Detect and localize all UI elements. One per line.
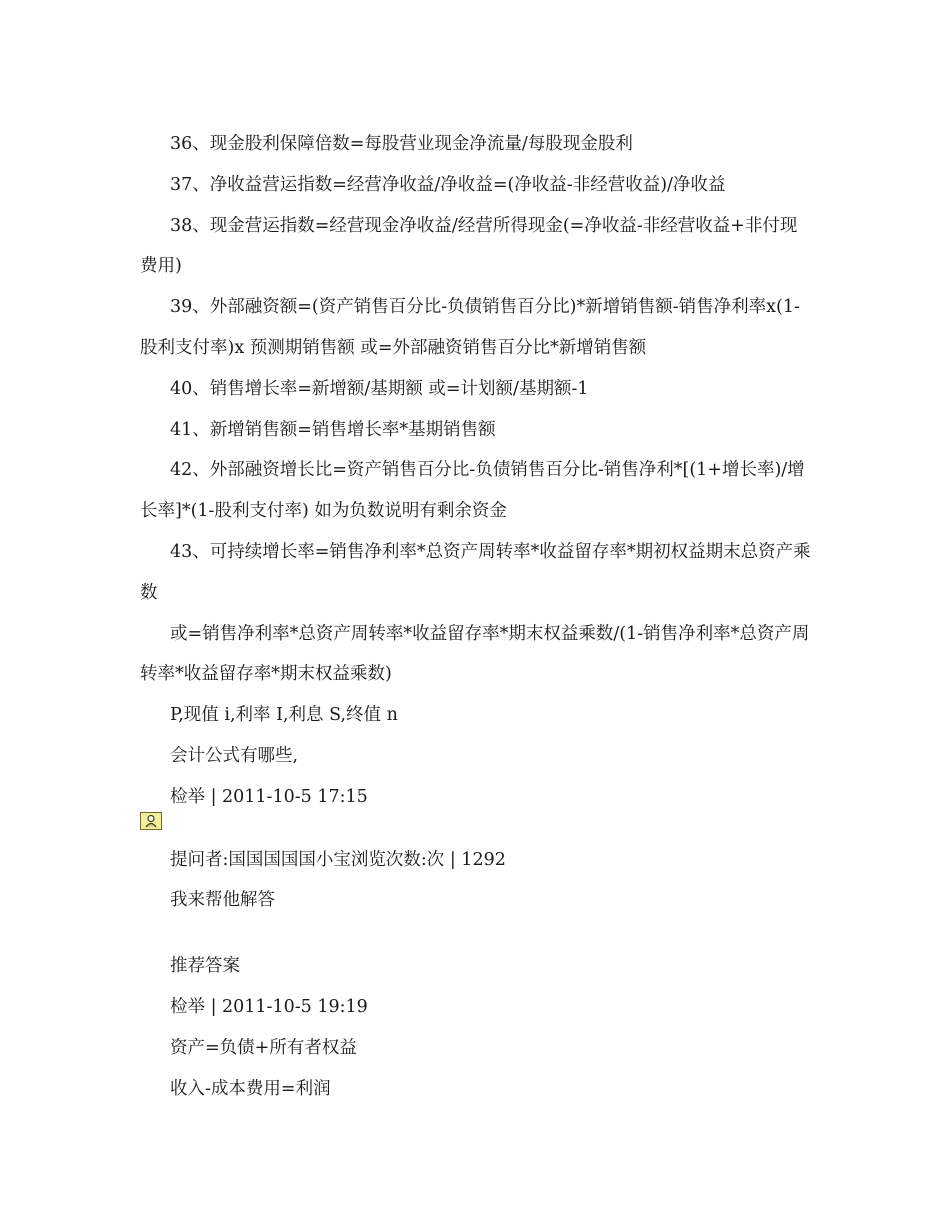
document-page [140, 124, 812, 1109]
answer-meta[interactable]: 检举 | 2011-10-5 19:19 [170, 996, 368, 1017]
formula-43: 43、可持续增长率=销售净利率*总资产周转率*收益留存率*期初权益期末总资产乘数 [140, 541, 811, 603]
formula-40: 40、销售增长率=新增额/基期额 或=计划额/基期额-1 [170, 378, 589, 399]
asker-icon-row [140, 812, 812, 836]
variable-legend: P,现值 i,利率 I,利息 S,终值 n [170, 705, 398, 726]
formula-36: 36、现金股利保障倍数=每股营业现金净流量/每股现金股利 [170, 134, 633, 154]
formula-42: 42、外部融资增长比=资产销售百分比-负债销售百分比-销售净利*[(1+增长率)/增长率]*(1-股利支付率) 如为负数说明有剩余资金 [140, 460, 805, 522]
formula-41: 41、新增销售额=销售增长率*基期销售额 [170, 419, 496, 440]
user-avatar-icon [140, 812, 162, 830]
formula-37: 37、净收益营运指数=经营净收益/净收益=(净收益-非经营收益)/净收益 [170, 174, 726, 195]
formula-38: 38、现金营运指数=经营现金净收益/经营所得现金(=净收益-非经营收益+非付现费用) [140, 215, 798, 277]
question-meta[interactable]: 检举 | 2011-10-5 17:15 [170, 786, 368, 807]
question-title: 会计公式有哪些, [170, 745, 299, 766]
formula-39: 39、外部融资额=(资产销售百分比-负债销售百分比)*新增销售额-销售净利率x(1-股利支付率)x 预测期销售额 或=外部融资销售百分比*新增销售额 [140, 297, 800, 358]
recommended-answer-heading: 推荐答案 [170, 956, 240, 977]
asker-info: 提问者:国国国国国小宝浏览次数:次 | 1292 [170, 849, 506, 870]
answer-line-2: 收入-成本费用=利润 [170, 1078, 331, 1099]
answer-line-1: 资产=负债+所有者权益 [170, 1037, 357, 1058]
spacer [140, 921, 812, 946]
formula-43-alt: 或=销售净利率*总资产周转率*收益留存率*期末权益乘数/(1-销售净利率*总资产周转率*收益留存率*期末权益乘数) [140, 623, 810, 685]
answer-link[interactable]: 我来帮他解答 [170, 890, 275, 911]
